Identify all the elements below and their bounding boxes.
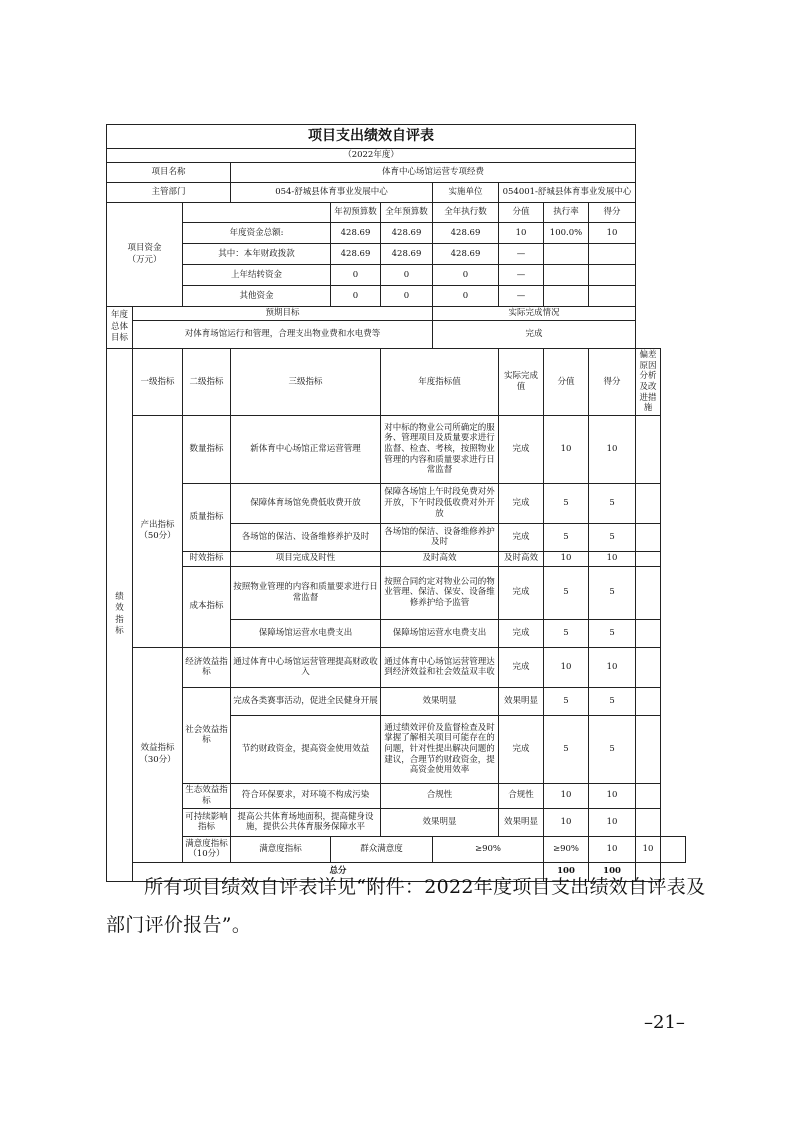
fund-cell xyxy=(544,244,589,265)
fund-cell: 428.69 xyxy=(433,244,499,265)
deviation-note xyxy=(636,783,661,808)
level2-sustainable: 可持续影响 指标 xyxy=(183,808,231,836)
fund-cell: 0 xyxy=(331,286,381,307)
dept-label: 主管部门 xyxy=(107,183,231,203)
deviation-note xyxy=(636,415,661,483)
fund-cell: 428.69 xyxy=(381,244,433,265)
score-earned: 5 xyxy=(589,715,636,783)
actual-value: 完成 xyxy=(499,523,544,551)
third-indicator: 按照物业管理的内容和质量要求进行日常监督 xyxy=(231,566,381,619)
goal-text: 对体育场馆运行和管理，合理支出物业费和水电费等 xyxy=(133,321,433,349)
fund-cell xyxy=(589,244,636,265)
actual-value: 完成 xyxy=(499,715,544,783)
funds-header-blank xyxy=(183,203,331,223)
fund-cell: — xyxy=(499,286,544,307)
score-earned: 10 xyxy=(589,647,636,687)
score-value: 10 xyxy=(544,808,589,836)
deviation-note xyxy=(636,715,661,783)
fund-cell: 0 xyxy=(381,286,433,307)
score-value: 5 xyxy=(544,715,589,783)
fund-cell xyxy=(544,265,589,286)
total-score-value: 100 xyxy=(544,862,589,881)
indicator-header: 一级指标 xyxy=(133,349,183,416)
actual-value: 及时高效 xyxy=(499,551,544,566)
fund-cell: 428.69 xyxy=(331,223,381,244)
actual-value: 效果明显 xyxy=(499,808,544,836)
actual-value: 完成 xyxy=(499,647,544,687)
deviation-note xyxy=(636,619,661,647)
total-label: 总分 xyxy=(133,862,544,881)
fund-row-label: 上年结转资金 xyxy=(183,265,331,286)
annual-target: 及时高效 xyxy=(381,551,499,566)
funds-label: 项目资金 （万元） xyxy=(107,203,183,307)
project-name-label: 项目名称 xyxy=(107,163,231,183)
score-value: 10 xyxy=(544,551,589,566)
fund-cell: 0 xyxy=(433,286,499,307)
level2-quantity: 数量指标 xyxy=(183,415,231,483)
annual-target: 通过体育中心场馆运营管理达到经济效益和社会效益双丰收 xyxy=(381,647,499,687)
deviation-note xyxy=(636,483,661,523)
performance-self-evaluation-table xyxy=(106,124,686,882)
score-value: 5 xyxy=(544,687,589,715)
third-indicator: 提高公共体育场地面积，提高健身设施，提供公共体育服务保障水平 xyxy=(231,808,381,836)
fund-cell: 10 xyxy=(499,223,544,244)
score-value: 5 xyxy=(544,483,589,523)
annual-target: 效果明显 xyxy=(381,808,499,836)
third-indicator: 群众满意度 xyxy=(331,836,433,862)
annual-target: 保障各场馆上午时段免费对外开放，下午时段低收费对外开放 xyxy=(381,483,499,523)
annual-goal-label: 年度 总体 目标 xyxy=(107,307,133,349)
deviation-note xyxy=(636,647,661,687)
score-earned: 10 xyxy=(589,783,636,808)
fund-cell: — xyxy=(499,244,544,265)
deviation-note xyxy=(636,566,661,619)
annual-target: 效果明显 xyxy=(381,687,499,715)
level2-cost: 成本指标 xyxy=(183,566,231,647)
total-score-earned: 100 xyxy=(589,862,636,881)
annual-target: ≥90% xyxy=(433,836,544,862)
indicator-header: 偏差原因分析及改进措施 xyxy=(636,349,661,416)
annual-target: 各场馆的保洁、设备维修养护及时 xyxy=(381,523,499,551)
dept-value: 054-舒城县体育事业发展中心 xyxy=(231,183,433,203)
indicator-header: 年度指标值 xyxy=(381,349,499,416)
third-indicator: 项目完成及时性 xyxy=(231,551,381,566)
footer-paragraph: 所有项目绩效自评表详见“附件：2022年度项目支出绩效自评表及部门评价报告”。 xyxy=(106,876,706,936)
score-value: 5 xyxy=(544,523,589,551)
score-value: 10 xyxy=(544,647,589,687)
third-indicator: 新体育中心场馆正常运营管理 xyxy=(231,415,381,483)
funds-header: 分值 xyxy=(499,203,544,223)
score-earned: 5 xyxy=(589,687,636,715)
page-number: –21– xyxy=(644,1012,685,1033)
actual-value: 完成 xyxy=(499,415,544,483)
level2-economic: 经济效益指 标 xyxy=(183,647,231,687)
indicators-label: 绩 效 指 标 xyxy=(107,349,133,882)
score-earned: 10 xyxy=(589,808,636,836)
score-value: 5 xyxy=(544,566,589,619)
fund-cell: — xyxy=(499,265,544,286)
funds-header: 执行率 xyxy=(544,203,589,223)
third-indicator: 符合环保要求，对环境不构成污染 xyxy=(231,783,381,808)
fund-row-label: 年度资金总额: xyxy=(183,223,331,244)
third-indicator: 通过体育中心场馆运营管理提高财政收入 xyxy=(231,647,381,687)
impl-unit-value: 054001-舒城县体育事业发展中心 xyxy=(499,183,636,203)
score-value: 5 xyxy=(544,619,589,647)
score-earned: 5 xyxy=(589,483,636,523)
fund-cell: 0 xyxy=(381,265,433,286)
table-title: 项目支出绩效自评表 xyxy=(107,125,636,149)
goal-actual: 完成 xyxy=(433,321,636,349)
level2-social: 社会效益指 标 xyxy=(183,687,231,783)
third-indicator: 节约财政资金，提高资金使用效益 xyxy=(231,715,381,783)
funds-header: 得分 xyxy=(589,203,636,223)
score-value: 10 xyxy=(589,836,636,862)
funds-header: 年初预算数 xyxy=(331,203,381,223)
fund-cell xyxy=(589,286,636,307)
score-earned: 10 xyxy=(589,551,636,566)
level1-benefit: 效益指标 （30分） xyxy=(133,647,183,862)
funds-header: 全年预算数 xyxy=(381,203,433,223)
table-year: （2022年度） xyxy=(107,149,636,163)
third-indicator: 各场馆的保洁、设备维修养护及时 xyxy=(231,523,381,551)
fund-cell: 0 xyxy=(433,265,499,286)
indicator-header: 三级指标 xyxy=(231,349,381,416)
expected-goal-header: 预期目标 xyxy=(133,307,433,321)
project-name-value: 体育中心场馆运营专项经费 xyxy=(231,163,636,183)
actual-value: 完成 xyxy=(499,619,544,647)
fund-cell: 428.69 xyxy=(381,223,433,244)
actual-status-header: 实际完成情况 xyxy=(433,307,636,321)
annual-target: 按照合同约定对物业公司的物业管理、保洁、保安、设备维修养护给予监管 xyxy=(381,566,499,619)
score-earned: 10 xyxy=(636,836,661,862)
score-earned: 10 xyxy=(589,415,636,483)
deviation-note xyxy=(636,687,661,715)
actual-value: 完成 xyxy=(499,483,544,523)
funds-header: 全年执行数 xyxy=(433,203,499,223)
score-value: 10 xyxy=(544,415,589,483)
level2-quality: 质量指标 xyxy=(183,483,231,551)
actual-value: 完成 xyxy=(499,566,544,619)
indicator-header: 二级指标 xyxy=(183,349,231,416)
level2-ecological: 生态效益指 标 xyxy=(183,783,231,808)
level1-satisfaction: 满意度指标 （10分） xyxy=(183,836,231,862)
level1-output: 产出指标 （50分） xyxy=(133,415,183,647)
fund-cell: 428.69 xyxy=(331,244,381,265)
fund-row-label: 其中：本年财政拨款 xyxy=(183,244,331,265)
deviation-note xyxy=(636,551,661,566)
score-value: 10 xyxy=(544,783,589,808)
actual-value: 合规性 xyxy=(499,783,544,808)
annual-target: 通过绩效评价及监督检查及时掌握了解相关项目可能存在的问题，针对性提出解决问题的建议，合理节约财政资金，提高资金使用效率 xyxy=(381,715,499,783)
fund-cell: 100.0% xyxy=(544,223,589,244)
deviation-note xyxy=(661,836,686,862)
performance-table-sheet xyxy=(106,124,686,882)
impl-unit-label: 实施单位 xyxy=(433,183,499,203)
indicator-header: 实际完成值 xyxy=(499,349,544,416)
actual-value: 效果明显 xyxy=(499,687,544,715)
third-indicator: 保障场馆运营水电费支出 xyxy=(231,619,381,647)
annual-target: 合规性 xyxy=(381,783,499,808)
actual-value: ≥90% xyxy=(544,836,589,862)
fund-row-label: 其他资金 xyxy=(183,286,331,307)
fund-cell: 428.69 xyxy=(433,223,499,244)
score-earned: 5 xyxy=(589,523,636,551)
annual-target: 保障场馆运营水电费支出 xyxy=(381,619,499,647)
third-indicator: 完成各类赛事活动，促进全民健身开展 xyxy=(231,687,381,715)
score-earned: 5 xyxy=(589,619,636,647)
deviation-note xyxy=(636,808,661,836)
third-indicator: 保障体育场馆免费低收费开放 xyxy=(231,483,381,523)
fund-cell xyxy=(589,265,636,286)
deviation-note xyxy=(636,523,661,551)
fund-cell: 0 xyxy=(331,265,381,286)
fund-cell xyxy=(544,286,589,307)
level2-time: 时效指标 xyxy=(183,551,231,566)
indicator-header: 得分 xyxy=(589,349,636,416)
level2-satisfaction: 满意度指标 xyxy=(231,836,331,862)
indicator-header: 分值 xyxy=(544,349,589,416)
fund-cell: 10 xyxy=(589,223,636,244)
annual-target: 对中标的物业公司所确定的服务、管理项目及质量要求进行监督、检查、考核，按照物业管理的内容和质量要求进行日常监督 xyxy=(381,415,499,483)
score-earned: 5 xyxy=(589,566,636,619)
